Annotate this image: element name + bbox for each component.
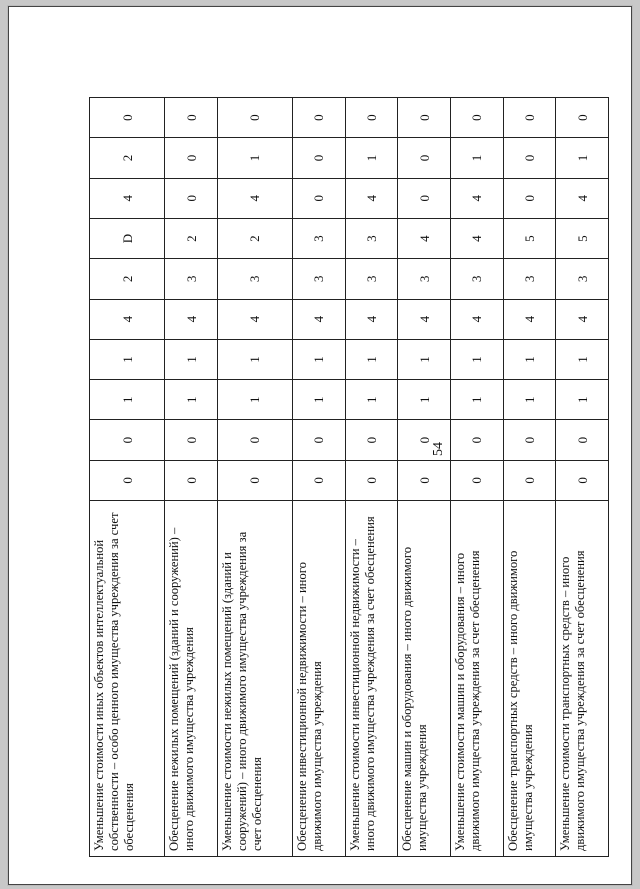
account-code-digit: 3 [450,259,503,299]
account-code-digit: 1 [217,380,292,420]
account-code-digit: 2 [90,259,165,299]
account-code-digit: 3 [503,259,556,299]
account-code-digit: 0 [450,460,503,500]
account-code-digit: 1 [293,339,346,379]
account-code-digit: 1 [345,138,398,178]
account-code-digit: 1 [556,339,609,379]
account-code-digit: 0 [165,138,218,178]
account-code-digit: 1 [165,339,218,379]
table-row [503,98,556,857]
account-code-digit: 0 [503,138,556,178]
account-code-digit: 0 [217,420,292,460]
page-number: 54 [431,442,446,456]
account-code-digit: 0 [90,420,165,460]
row-description: Обесценение машин и оборудования – иного движимого имущества учреждения [398,501,451,857]
account-code-digit: 0 [217,460,292,500]
account-code-digit: 4 [293,299,346,339]
account-code-digit: 0 [398,138,451,178]
account-code-digit: 0 [503,460,556,500]
account-code-digit: 0 [556,420,609,460]
account-code-digit: 4 [165,299,218,339]
account-code-digit: 0 [165,460,218,500]
account-code-digit: 3 [217,259,292,299]
account-code-digit: 1 [293,380,346,420]
account-code-digit: 0 [398,178,451,218]
account-code-digit: 1 [398,339,451,379]
account-code-digit: 1 [165,380,218,420]
account-code-digit: 4 [556,299,609,339]
account-code-digit: 0 [217,98,292,138]
table-row [450,98,503,857]
account-code-digit: 4 [398,218,451,258]
account-code-digit: 1 [217,138,292,178]
account-code-digit: 0 [345,98,398,138]
account-code-digit: 0 [398,98,451,138]
account-code-digit: 0 [345,460,398,500]
accounts-table [89,97,609,857]
account-code-digit: 3 [165,259,218,299]
account-code-digit: 0 [503,98,556,138]
account-code-digit: 1 [503,339,556,379]
account-code-digit: 0 [293,420,346,460]
account-code-digit: 0 [450,420,503,460]
document-page [8,6,632,885]
account-code-digit: 1 [556,380,609,420]
account-code-digit: 1 [345,339,398,379]
account-code-digit: 4 [450,178,503,218]
account-code-digit: 2 [217,218,292,258]
account-code-digit: 4 [450,218,503,258]
account-code-digit: 1 [217,339,292,379]
account-code-digit: 3 [345,218,398,258]
account-code-digit: 3 [293,259,346,299]
table-row [345,98,398,857]
row-description: Уменьшение стоимости машин и оборудования – иного движимого имущества учреждения за счет обесценения [450,501,503,857]
account-code-digit: 3 [345,259,398,299]
account-code-digit: 4 [503,299,556,339]
account-code-digit: 0 [293,178,346,218]
account-code-digit: 0 [90,98,165,138]
row-description: Уменьшение стоимости нежилых помещений (зданий и сооружений) – иного движимого имущества учреждения за счет обесценения [217,501,292,857]
account-code-digit: 1 [450,380,503,420]
account-code-digit: 0 [503,178,556,218]
account-code-digit: 1 [90,339,165,379]
table-row [293,98,346,857]
account-code-digit: 0 [556,98,609,138]
table-row [90,98,165,857]
accounts-table-body [90,98,609,857]
account-code-digit: 0 [345,420,398,460]
table-row [217,98,292,857]
row-description: Уменьшение стоимости инвестиционной недвижимости – иного движимого имущества учреждения за счет обесценения [345,501,398,857]
account-code-digit: 1 [90,380,165,420]
account-code-digit: 5 [503,218,556,258]
account-code-digit: 1 [398,380,451,420]
row-description: Обесценение инвестиционной недвижимости – иного движимого имущества учреждения [293,501,346,857]
account-code-digit: 4 [556,178,609,218]
table-row [165,98,218,857]
account-code-digit: 1 [450,339,503,379]
account-code-digit: 1 [556,138,609,178]
account-code-digit: 3 [398,259,451,299]
account-code-digit: 0 [503,420,556,460]
account-code-digit: 2 [90,138,165,178]
account-code-digit: 4 [398,299,451,339]
account-code-digit: 0 [293,98,346,138]
account-code-digit: 0 [398,460,451,500]
account-code-digit: 1 [503,380,556,420]
account-code-digit: 2 [165,218,218,258]
account-code-digit: 0 [165,98,218,138]
account-code-digit: 0 [90,460,165,500]
account-code-digit: D [90,218,165,258]
account-code-digit: 3 [293,218,346,258]
account-code-digit: 0 [165,178,218,218]
account-code-digit: 4 [345,178,398,218]
account-code-digit: 0 [398,420,451,460]
account-code-digit: 0 [165,420,218,460]
account-code-digit: 0 [293,460,346,500]
account-code-digit: 4 [217,299,292,339]
account-code-digit: 0 [293,138,346,178]
account-code-digit: 4 [90,299,165,339]
account-code-digit: 1 [450,138,503,178]
row-description: Уменьшение стоимости транспортных средств – иного движимого имущества учреждения за счет обесценения [556,501,609,857]
account-code-digit: 0 [556,460,609,500]
account-code-digit: 4 [217,178,292,218]
account-code-digit: 4 [345,299,398,339]
account-code-digit: 4 [450,299,503,339]
row-description: Обесценение нежилых помещений (зданий и сооружений) – иного движимого имущества учреждения [165,501,218,857]
account-code-digit: 3 [556,259,609,299]
table-row [398,98,451,857]
account-code-digit: 1 [345,380,398,420]
accounts-table-wrapper [89,97,609,857]
account-code-digit: 5 [556,218,609,258]
account-code-digit: 0 [450,98,503,138]
row-description: Уменьшение стоимости иных объектов интеллектуальной собственности – особо ценного имущества учреждения за счет обесценения [90,501,165,857]
row-description: Обесценение транспортных средств – иного движимого имущества учреждения [503,501,556,857]
account-code-digit: 4 [90,178,165,218]
table-row [556,98,609,857]
